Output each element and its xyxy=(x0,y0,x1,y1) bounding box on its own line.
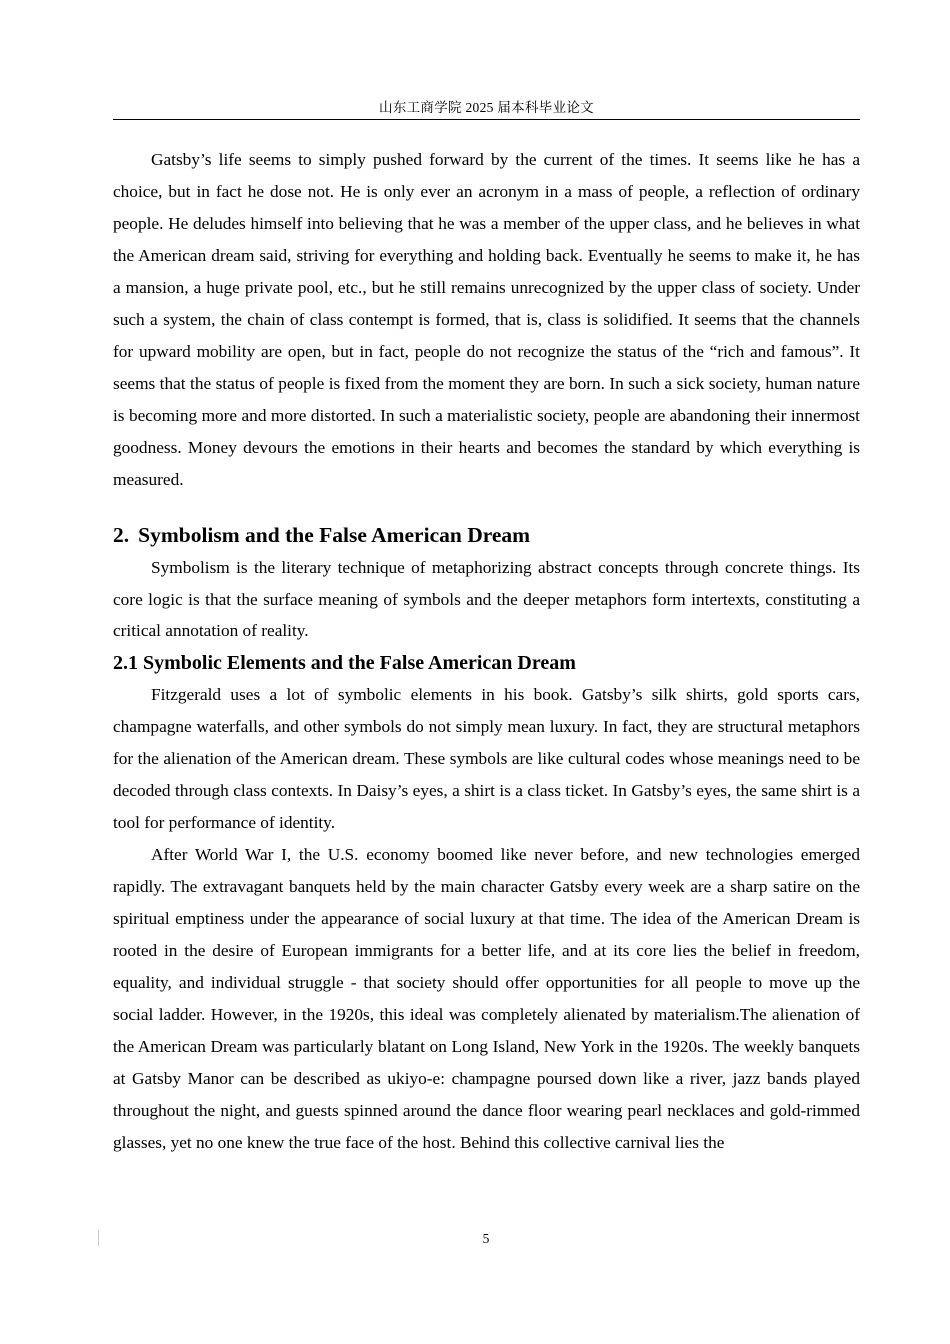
subsection-heading-2-1: 2.1 Symbolic Elements and the False American Dream xyxy=(113,651,576,674)
section-title: Symbolism and the False American Dream xyxy=(138,523,531,547)
section-heading-2 xyxy=(113,518,860,552)
paragraph-post-war-banquets: After World War I, the U.S. economy boomed like never before, and new technologies emerged rapidly. The extravagant banquets held by the main character Gatsby every week are a sharp satire on the spiritual emptiness under the appearance of social luxury at that time. The idea of the American Dream is rooted in the desire of European immigrants for a better life, and at its core lies the belief in freedom, equality, and individual struggle - that society should offer opportunities for all people to move up the social ladder. However, in the 1920s, this ideal was completely alienated by materialism.The alienation of the American Dream was particularly blatant on Long Island, New York in the 1920s. The weekly banquets at Gatsby Manor can be described as ukiyo-e: champagne poursed down like a river, jazz bands played throughout the night, and guests spinned around the dance floor wearing pearl necklaces and gold-rimmed glasses, yet no one knew the true face of the host. Behind this collective carnival lies the xyxy=(113,844,860,1152)
running-header: 山东工商学院 2025 届本科毕业论文 xyxy=(379,100,594,115)
paragraph-symbolic-elements: Fitzgerald uses a lot of symbolic elements in his book. Gatsby’s silk shirts, gold sports cars, champagne waterfalls, and other symbols do not simply mean luxury. In fact, they are structural metaphors for the alienation of the American dream. These symbols are like cultural codes whose meanings need to be decoded through class contexts. In Daisy’s eyes, a shirt is a class ticket. In Gatsby’s eyes, the same shirt is a tool for performance of identity. xyxy=(113,684,860,832)
paragraph-symbolism-definition: Symbolism is the literary technique of metaphorizing abstract concepts through concrete things. Its core logic is that the surface meaning of symbols and the deeper metaphors form intertexts, constituting a critical annotation of reality. xyxy=(113,558,860,640)
page-body xyxy=(113,144,860,1159)
page-number: 5 xyxy=(482,1231,490,1246)
section-number: 2. xyxy=(113,523,130,547)
paragraph-gatsby-life: Gatsby’s life seems to simply pushed forward by the current of the times. It seems like he has a choice, but in fact he dose not. He is only ever an acronym in a mass of people, a reflection of ordinary people. He deludes himself into believing that he was a member of the upper class, and he believes in what the American dream said, striving for everything and holding back. Eventually he seems to make it, he has a mansion, a huge private pool, etc., but he still remains unrecognized by the upper class of society. Under such a system, the chain of class contempt is formed, that is, class is solidified. It seems that the channels for upward mobility are open, but in fact, people do not recognize the status of the “rich and famous”. It seems that the status of people is fixed from the moment they are born. In such a sick society, human nature is becoming more and more distorted. In such a materialistic society, people are abandoning their innermost goodness. Money devours the emotions in their hearts and becomes the standard by which everything is measured. xyxy=(113,150,860,489)
header-rule xyxy=(113,119,860,120)
